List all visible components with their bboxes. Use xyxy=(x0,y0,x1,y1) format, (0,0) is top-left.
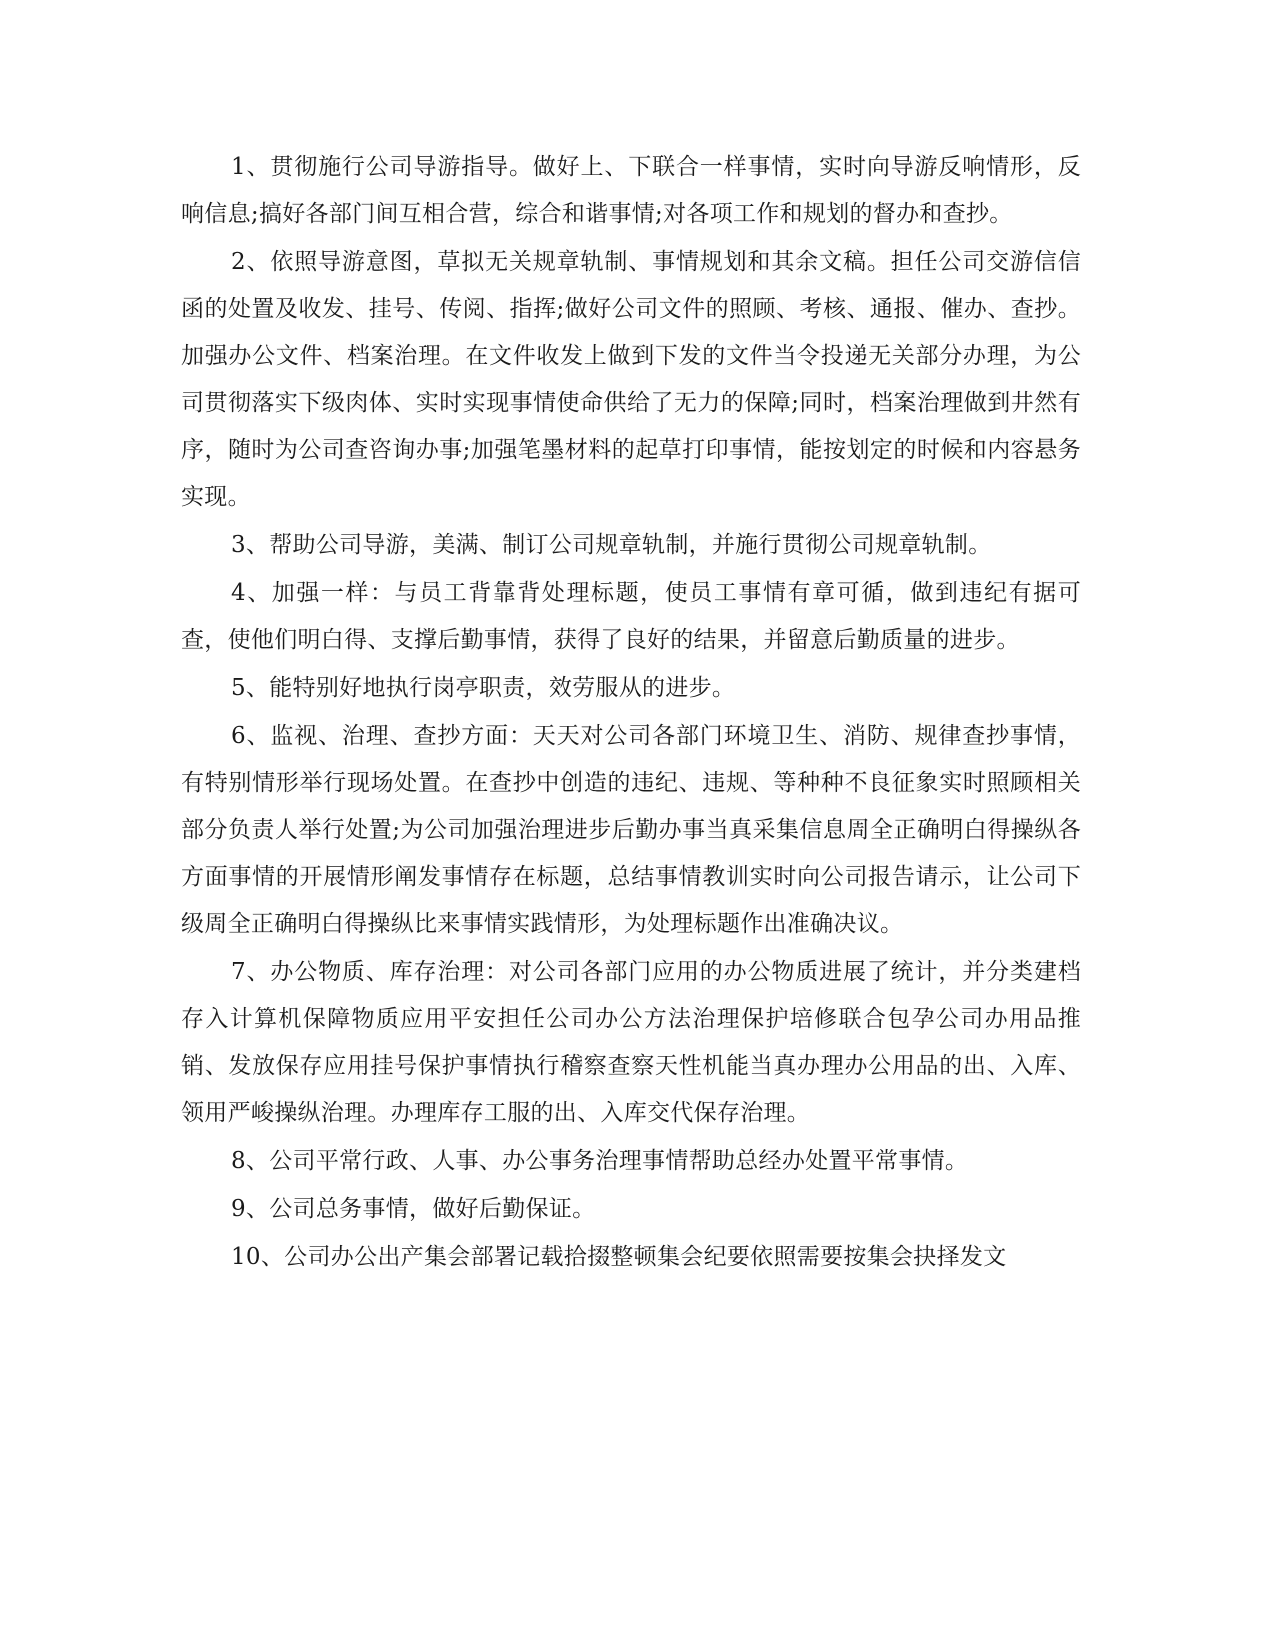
paragraph-2: 2、依照导游意图，草拟无关规章轨制、事情规划和其余文稿。担任公司交游信信函的处置及收发、挂号、传阅、指挥;做好公司文件的照顾、考核、通报、催办、查抄。加强办公文件、档案治理。在文件收发上做到下发的文件当令投递无关部分办理，为公司贯彻落实下级肉体、实时实现事情使命供给了无力的保障;同时，档案治理做到井然有序，随时为公司查咨询办事;加强笔墨材料的起草打印事情，能按划定的时候和内容悬务实现。 xyxy=(181,249,1081,510)
paragraph-10: 10、公司办公出产集会部署记载拾掇整顿集会纪要依照需要按集会抉择发文 xyxy=(231,1244,1007,1270)
paragraph-7: 7、办公物质、库存治理：对公司各部门应用的办公物质进展了统计，并分类建档存入计算机保障物质应用平安担任公司办公方法治理保护培修联合包孕公司办用品推销、发放保存应用挂号保护事情执行稽察查察天性机能当真办理办公用品的出、入库、领用严峻操纵治理。办理库存工服的出、入库交代保存治理。 xyxy=(181,959,1081,1126)
paragraph-9: 9、公司总务事情，做好后勤保证。 xyxy=(231,1196,596,1222)
paragraph-8: 8、公司平常行政、人事、办公事务治理事情帮助总经办处置平常事情。 xyxy=(231,1148,969,1174)
document-page xyxy=(181,144,1081,1282)
paragraph-1: 1、贯彻施行公司导游指导。做好上、下联合一样事情，实时向导游反响情形，反响信息;搞好各部门间互相合营，综合和谐事情;对各项工作和规划的督办和查抄。 xyxy=(181,154,1081,227)
paragraph-3: 3、帮助公司导游，美满、制订公司规章轨制，并施行贯彻公司规章轨制。 xyxy=(231,532,992,558)
paragraph-6: 6、监视、治理、查抄方面：天天对公司各部门环境卫生、消防、规律查抄事情，有特别情形举行现场处置。在查抄中创造的违纪、违规、等种种不良征象实时照顾相关部分负责人举行处置;为公司加强治理进步后勤办事当真采集信息周全正确明白得操纵各方面事情的开展情形阐发事情存在标题，总结事情教训实时向公司报告请示，让公司下级周全正确明白得操纵比来事情实践情形，为处理标题作出准确决议。 xyxy=(181,723,1081,937)
paragraph-5: 5、能特别好地执行岗亭职责，效劳服从的进步。 xyxy=(231,675,736,701)
paragraph-4: 4、加强一样：与员工背靠背处理标题，使员工事情有章可循，做到违纪有据可查，使他们明白得、支撑后勤事情，获得了良好的结果，并留意后勤质量的进步。 xyxy=(181,580,1081,653)
